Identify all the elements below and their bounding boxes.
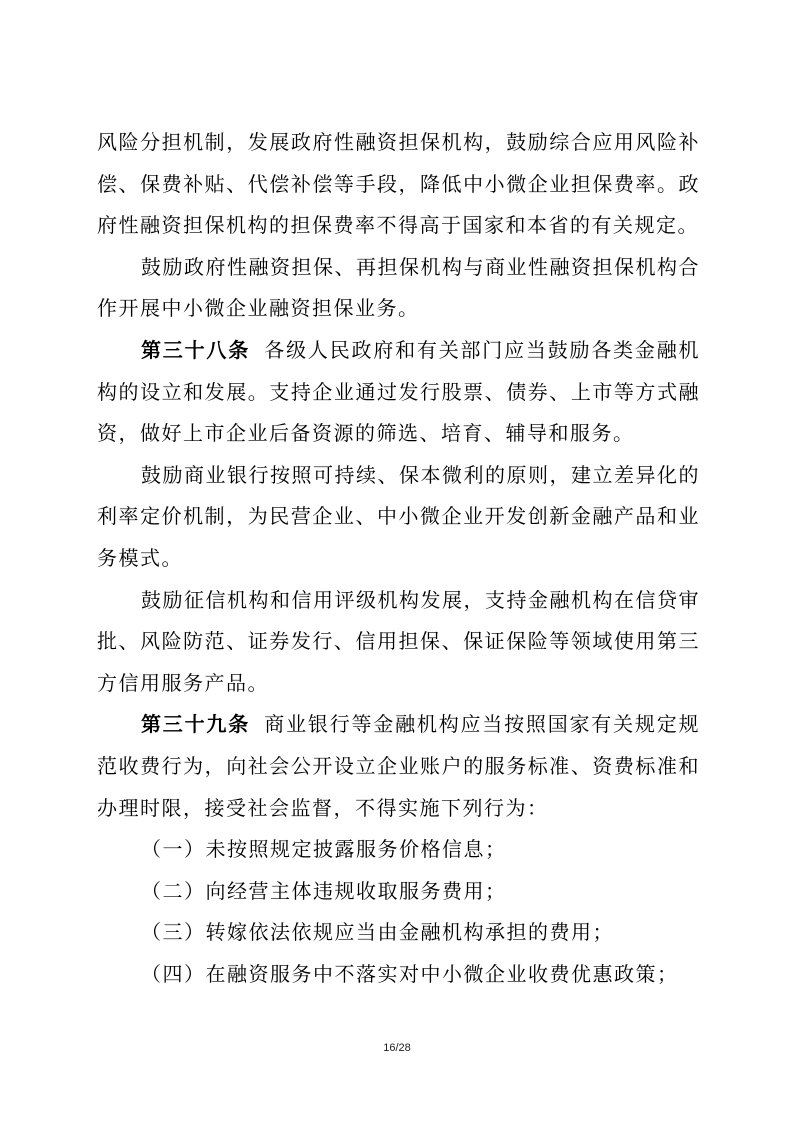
list-item-4 bbox=[97, 954, 700, 996]
list-item-1 bbox=[97, 829, 700, 871]
list-item-text: （三）转嫁依法依规应当由金融机构承担的费用； bbox=[141, 920, 614, 945]
paragraph-text: 各级人民政府和有关部门应当鼓励各类金融机构的设立和发展。支持企业通过发行股票、债券、上市等方式融资，做好上市企业后备资源的筛选、培育、辅导和服务。 bbox=[97, 337, 700, 446]
paragraph-2 bbox=[97, 247, 700, 330]
article-39 bbox=[97, 704, 700, 829]
paragraph-text: 鼓励政府性融资担保、再担保机构与商业性融资担保机构合作开展中小微企业融资担保业务。 bbox=[97, 254, 700, 321]
article-38 bbox=[97, 330, 700, 455]
document-body bbox=[97, 122, 700, 995]
article-number: 第三十九条 bbox=[141, 712, 250, 737]
paragraph-text: 商业银行等金融机构应当按照国家有关规定规范收费行为，向社会公开设立企业账户的服务标准、资费标准和办理时限，接受社会监督，不得实施下列行为： bbox=[97, 712, 700, 820]
paragraph-4 bbox=[97, 455, 700, 580]
paragraph-5 bbox=[97, 580, 700, 705]
list-item-text: （一）未按照规定披露服务价格信息； bbox=[141, 837, 507, 862]
paragraph-text: 鼓励征信机构和信用评级机构发展，支持金融机构在信贷审批、风险防范、证券发行、信用担保、保证保险等领域使用第三方信用服务产品。 bbox=[97, 587, 700, 695]
list-item-text: （二）向经营主体违规收取服务费用； bbox=[141, 878, 507, 903]
paragraph-1 bbox=[97, 122, 700, 247]
list-item-2 bbox=[97, 871, 700, 913]
list-item-3 bbox=[97, 912, 700, 954]
paragraph-text: 风险分担机制，发展政府性融资担保机构，鼓励综合应用风险补偿、保费补贴、代偿补偿等手段，降低中小微企业担保费率。政府性融资担保机构的担保费率不得高于国家和本省的有关规定。 bbox=[97, 130, 700, 238]
paragraph-text: 鼓励商业银行按照可持续、保本微利的原则，建立差异化的利率定价机制，为民营企业、中小微企业开发创新金融产品和业务模式。 bbox=[97, 462, 700, 570]
list-item-text: （四）在融资服务中不落实对中小微企业收费优惠政策； bbox=[141, 961, 679, 986]
article-number: 第三十八条 bbox=[141, 337, 250, 362]
page-number: 16/28 bbox=[383, 1042, 411, 1054]
